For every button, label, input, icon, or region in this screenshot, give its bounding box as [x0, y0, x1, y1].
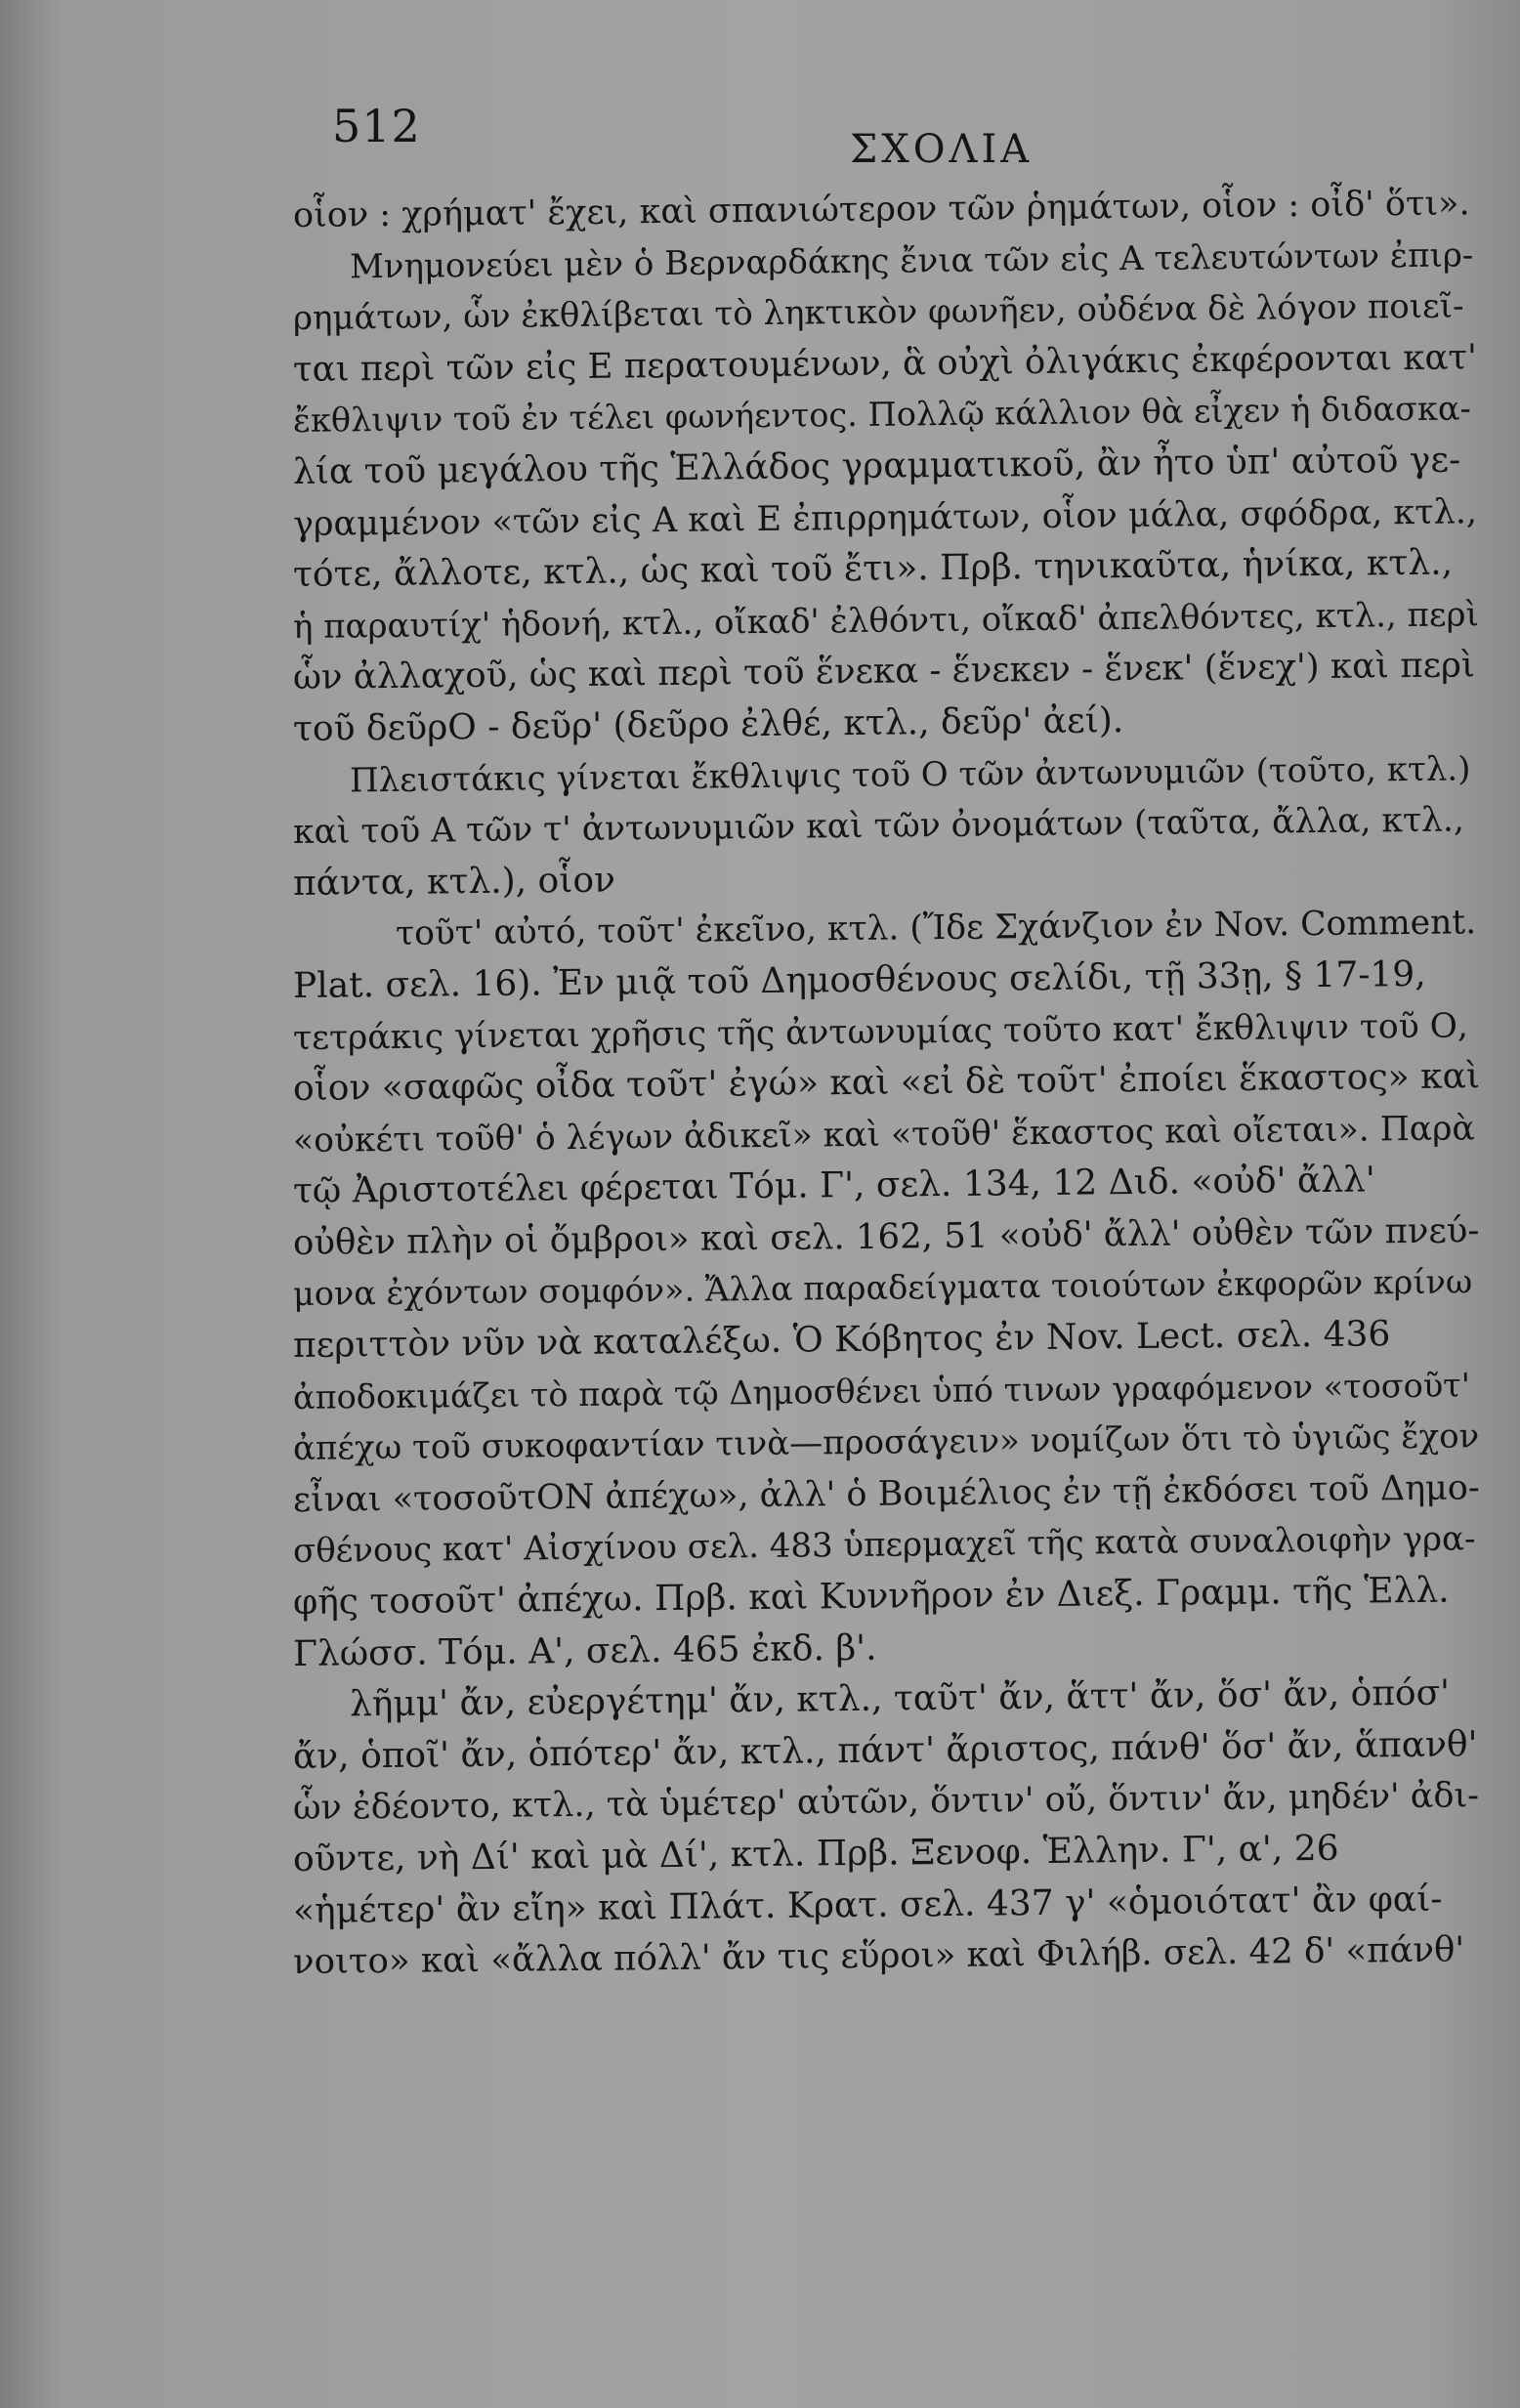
text-line: οῦντε, νὴ Δί' καὶ μὰ Δί', κτλ. Πρβ. Ξενοφ. Ἑλλην. Γ', α', 26 [292, 1828, 1339, 1880]
text-line: ὧν ἀλλαχοῦ, ὡς καὶ περὶ τοῦ ἕνεκα - ἕνεκεν - ἕνεκ' (ἕνεχ') καὶ περὶ [292, 645, 1475, 698]
text-line: σθένους κατ' Αἰσχίνου σελ. 483 ὑπερμαχεῖ τῆς κατὰ συναλοιφὴν γρα- [292, 1519, 1476, 1572]
text-line: ἀποδοκιμάζει τὸ παρὰ τῷ Δημοσθένει ὑπό τινων γραφόμενον «τοσοῦτ' [292, 1366, 1471, 1416]
text-line: πάντα, κτλ.), οἷον [292, 860, 616, 904]
text-line: φῆς τοσοῦτ' ἀπέχω. Πρβ. καὶ Κυννῆρον ἐν Διεξ. Γραμμ. τῆς Ἑλλ. [292, 1570, 1450, 1624]
text-line: Πλειστάκις γίνεται ἔκθλιψις τοῦ Ο τῶν ἀντωνυμιῶν (τοῦτο, κτλ.) [349, 748, 1471, 800]
text-line: καὶ τοῦ Α τῶν τ' ἀντωνυμιῶν καὶ τῶν ὀνομάτων (ταῦτα, ἄλλα, κτλ., [292, 800, 1465, 853]
text-line: ὧν ἐδέοντο, κτλ., τὰ ὑμέτερ' αὐτῶν, ὅντιν' οὔ, ὅντιν' ἄν, μηδέν' ἀδι- [292, 1776, 1480, 1829]
text-line: οἷον : χρήματ' ἔχει, καὶ σπανιώτερον τῶν ῥημάτων, οἷον : οἶδ' ὅτι». [292, 184, 1470, 235]
text-line: λία τοῦ μεγάλου τῆς Ἑλλάδος γραμματικοῦ, ἂν ἦτο ὑπ' αὐτοῦ γε- [292, 440, 1461, 492]
text-line: ἡ παραυτίχ' ἡδονή, κτλ., οἴκαδ' ἐλθόντι, οἴκαδ' ἀπελθόντες, κτλ., περὶ [292, 595, 1480, 647]
text-line: εἶναι «τοσοῦτΟΝ ἀπέχω», ἀλλ' ὁ Βοιμέλιος ἐν τῇ ἐκδόσει τοῦ Δημο- [292, 1468, 1480, 1520]
page-header [0, 90, 1520, 172]
text-line: γραμμένον «τῶν εἰς Α καὶ Ε ἐπιρρημάτων, οἷον μάλα, σφόδρα, κτλ., [292, 491, 1478, 544]
text-line: νοιτο» καὶ «ἄλλα πόλλ' ἄν τις εὕροι» καὶ Φιλήβ. σελ. 42 δ' «πάνθ' [292, 1929, 1465, 1983]
running-head: ΣΧΟΛΙΑ [850, 127, 1034, 172]
text-line: τῷ Ἀριστοτέλει φέρεται Τόμ. Γ', σελ. 134, 12 Διδ. «οὐδ' ἄλλ' [292, 1160, 1375, 1212]
text-line: περιττὸν νῦν νὰ καταλέξω. Ὁ Κόβητος ἐν Nov. Lect. σελ. 436 [292, 1314, 1391, 1367]
body-text [292, 184, 1481, 1989]
text-line: «ἡμέτερ' ἂν εἴη» καὶ Πλάτ. Κρατ. σελ. 437 γ' «ὁμοιότατ' ἂν φαί- [292, 1879, 1443, 1931]
text-line: μονα ἐχόντων σομφόν». Ἄλλα παραδείγματα τοιούτων ἐκφορῶν κρίνω [292, 1262, 1473, 1314]
text-line: ἀπέχω τοῦ συκοφαντίαν τινὰ—προσάγειν» νομίζων ὅτι τὸ ὑγιῶς ἔχον [292, 1416, 1480, 1469]
text-line: Γλώσσ. Τόμ. Α', σελ. 465 ἐκδ. β'. [292, 1627, 877, 1674]
text-line: τετράκις γίνεται χρῆσις τῆς ἀντωνυμίας τοῦτο κατ' ἔκθλιψιν τοῦ Ο, [292, 1005, 1469, 1058]
text-line: ρημάτων, ὧν ἐκθλίβεται τὸ ληκτικὸν φωνῆεν, οὐδένα δὲ λόγον ποιεῖ- [292, 286, 1464, 339]
text-line: τοῦτ' αὐτό, τοῦτ' ἐκεῖνο, κτλ. (Ἴδε Σχάνζιον ἐν Nov. Comment. [395, 903, 1477, 954]
text-line: οὐθὲν πλὴν οἱ ὄμβροι» καὶ σελ. 162, 51 «οὐδ' ἄλλ' οὐθὲν τῶν πνεύ- [292, 1210, 1480, 1263]
text-line: οἷον «σαφῶς οἶδα τοῦτ' ἐγώ» καὶ «εἰ δὲ τοῦτ' ἐποίει ἕκαστος» καὶ [292, 1056, 1481, 1110]
text-line: ἄν, ὁποῖ' ἄν, ὁπότερ' ἄν, κτλ., πάντ' ἄριστος, πάνθ' ὅσ' ἄν, ἅπανθ' [292, 1724, 1478, 1777]
page-number: 512 [332, 100, 421, 152]
text-line: ἔκθλιψιν τοῦ ἐν τέλει φωνήεντος. Πολλῷ κάλλιον θὰ εἶχεν ἡ διδασκα- [292, 389, 1471, 441]
text-line: λῆμμ' ἄν, εὐεργέτημ' ἄν, κτλ., ταῦτ' ἄν, ἅττ' ἄν, ὅσ' ἄν, ὁπόσ' [349, 1672, 1451, 1725]
text-line: τοῦ δεῦρΟ - δεῦρ' (δεῦρο ἐλθέ, κτλ., δεῦρ' ἀεί). [292, 700, 1124, 749]
text-line: Plat. σελ. 16). Ἐν μιᾷ τοῦ Δημοσθένους σελίδι, τῇ 33ῃ, § 17-19, [292, 953, 1426, 1006]
text-line: Μνημονεύει μὲν ὁ Βερναρδάκης ἔνια τῶν εἰς Α τελευτώντων ἐπιρ- [349, 234, 1474, 286]
text-line: τότε, ἄλλοτε, κτλ., ὡς καὶ τοῦ ἔτι». Πρβ. τηνικαῦτα, ἡνίκα, κτλ., [292, 542, 1454, 596]
text-line: ται περὶ τῶν εἰς Ε περατουμένων, ἃ οὐχὶ ὀλιγάκις ἐκφέρονται κατ' [292, 337, 1478, 390]
text-line: «οὐκέτι τοῦθ' ὁ λέγων ἀδικεῖ» καὶ «τοῦθ' ἕκαστος καὶ οἴεται». Παρὰ [292, 1109, 1475, 1161]
